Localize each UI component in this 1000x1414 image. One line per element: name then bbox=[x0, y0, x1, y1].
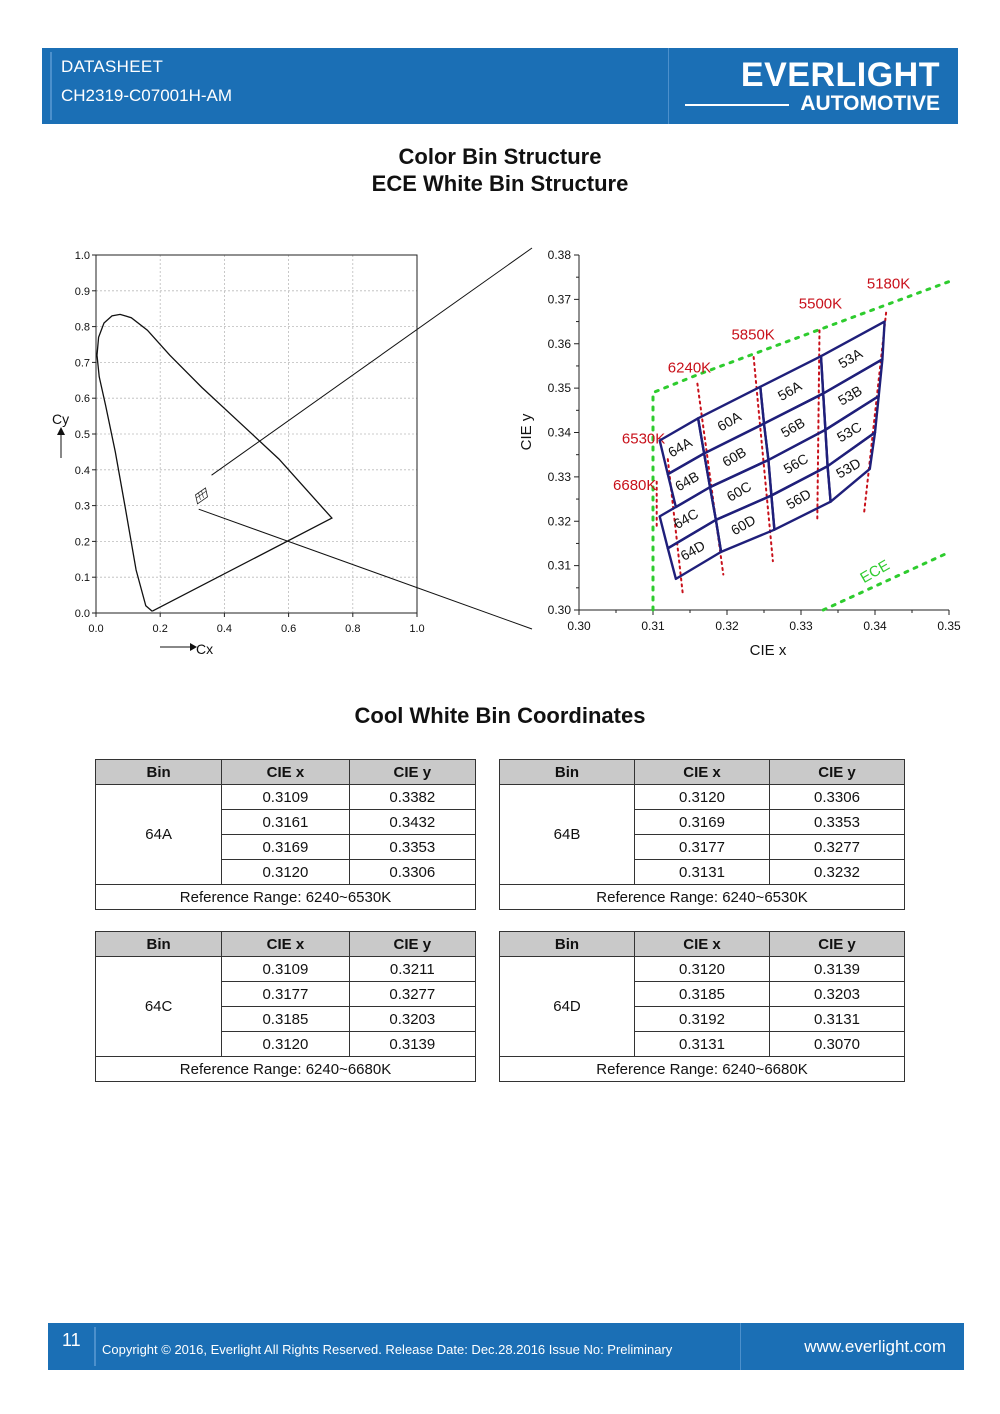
page-title: Color Bin Structure bbox=[398, 144, 602, 169]
x-tick-label: 0.8 bbox=[345, 623, 361, 635]
y-tick-label: 0.38 bbox=[547, 248, 571, 262]
cie-y-value: 0.3232 bbox=[770, 860, 905, 885]
y-tick-label: 1.0 bbox=[74, 250, 90, 262]
header-cie-x: CIE x bbox=[222, 932, 349, 957]
x-tick-label: 0.0 bbox=[88, 623, 104, 635]
cie-y-value: 0.3382 bbox=[349, 785, 475, 810]
cct-label: 5850K bbox=[731, 326, 775, 344]
bin-label: 53C bbox=[834, 418, 865, 446]
x-tick-label: 0.6 bbox=[280, 623, 297, 635]
reference-range: Reference Range: 6240~6530K bbox=[96, 885, 476, 910]
cie-y-value: 0.3203 bbox=[349, 1007, 475, 1032]
y-tick-label: 0.37 bbox=[547, 292, 571, 307]
x-axis-label: CIE x bbox=[749, 642, 787, 659]
table-row bbox=[96, 957, 476, 982]
cie-x-value: 0.3177 bbox=[222, 982, 349, 1007]
header-cie-x: CIE x bbox=[635, 760, 770, 785]
cie-y-value: 0.3131 bbox=[770, 1007, 905, 1032]
brand-rule bbox=[685, 104, 789, 106]
cie-y-value: 0.3353 bbox=[349, 835, 475, 860]
bin-label: 64A bbox=[665, 434, 695, 461]
bin-label: 60B bbox=[719, 443, 749, 470]
cie-x-value: 0.3169 bbox=[635, 810, 770, 835]
y-tick-label: 0.31 bbox=[547, 558, 571, 573]
header-banner bbox=[42, 48, 958, 124]
bin-label: 64D bbox=[677, 537, 708, 564]
y-axis-label: CIE y bbox=[518, 413, 535, 451]
cie-x-value: 0.3192 bbox=[635, 1007, 770, 1032]
y-tick-label: 0.8 bbox=[74, 321, 90, 334]
y-axis-label: Cy bbox=[52, 411, 70, 427]
bin-name: 64A bbox=[96, 785, 222, 885]
bin-label: 60C bbox=[723, 477, 755, 505]
bin-label: 60A bbox=[714, 408, 744, 435]
table-row bbox=[96, 785, 476, 810]
cie-x-value: 0.3109 bbox=[222, 957, 349, 982]
y-tick-label: 0.6 bbox=[74, 393, 90, 406]
cie-x-value: 0.3120 bbox=[635, 957, 770, 982]
bin-label: 53B bbox=[835, 382, 865, 409]
cct-label: 6240K bbox=[667, 359, 712, 377]
bin-table-64d bbox=[499, 931, 905, 1082]
header-cie-y: CIE y bbox=[770, 932, 905, 957]
cie-x-value: 0.3185 bbox=[635, 982, 770, 1007]
bin-label: 53D bbox=[833, 454, 864, 482]
bin-table-64a bbox=[95, 759, 476, 910]
y-tick-label: 0.0 bbox=[74, 608, 90, 620]
coords-title: Cool White Bin Coordinates bbox=[354, 703, 646, 728]
y-tick-label: 0.7 bbox=[74, 357, 90, 370]
bin-label: 56A bbox=[774, 377, 805, 404]
bin-table-64b bbox=[499, 759, 905, 910]
bin-name: 64C bbox=[96, 957, 222, 1057]
bin-label: 56C bbox=[780, 450, 811, 477]
x-tick-label: 1.0 bbox=[409, 623, 425, 635]
table-row bbox=[500, 957, 905, 982]
brand-logo: EVERLIGHT bbox=[740, 56, 940, 94]
header-cie-y: CIE y bbox=[349, 932, 475, 957]
cie-x-value: 0.3177 bbox=[635, 835, 770, 860]
page-number: 11 bbox=[62, 1330, 81, 1350]
header-cie-y: CIE y bbox=[770, 760, 905, 785]
cie-y-value: 0.3211 bbox=[349, 957, 475, 982]
cie-y-value: 0.3353 bbox=[770, 810, 905, 835]
website-link[interactable]: www.everlight.com bbox=[804, 1337, 946, 1356]
cie-y-value: 0.3203 bbox=[770, 982, 905, 1007]
header-divider-right bbox=[668, 48, 669, 124]
header-bin: Bin bbox=[96, 932, 222, 957]
zoom-line-top bbox=[212, 248, 532, 475]
cie-x-value: 0.3120 bbox=[222, 860, 349, 885]
y-tick-label: 0.33 bbox=[547, 469, 571, 484]
x-tick-label: 0.35 bbox=[937, 619, 961, 633]
part-number: CH2319-C07001H-AM bbox=[61, 86, 233, 105]
cie-x-value: 0.3109 bbox=[222, 785, 349, 810]
y-tick-label: 0.3 bbox=[74, 500, 90, 513]
spectral-locus-line bbox=[97, 314, 332, 611]
bin-label: 53A bbox=[835, 345, 866, 372]
header-bin: Bin bbox=[500, 760, 635, 785]
bin-name: 64B bbox=[500, 785, 635, 885]
cie-y-value: 0.3139 bbox=[770, 957, 905, 982]
y-tick-label: 0.4 bbox=[74, 464, 90, 477]
cie-y-value: 0.3277 bbox=[770, 835, 905, 860]
cct-label: 6680K bbox=[613, 477, 657, 495]
cie-y-value: 0.3306 bbox=[770, 785, 905, 810]
y-tick-label: 0.2 bbox=[74, 536, 90, 549]
bin-label: 56D bbox=[783, 485, 814, 513]
x-tick-label: 0.4 bbox=[216, 623, 233, 635]
cie-x-value: 0.3120 bbox=[222, 1032, 349, 1057]
cie-y-value: 0.3139 bbox=[349, 1032, 475, 1057]
cie-diagram-chart bbox=[40, 236, 540, 666]
footer-banner bbox=[48, 1323, 964, 1370]
footer-divider-right bbox=[740, 1323, 741, 1370]
bin-label: 56B bbox=[777, 414, 808, 441]
cie-x-value: 0.3185 bbox=[222, 1007, 349, 1032]
copyright-text: Copyright © 2016, Everlight All Rights Reserved. Release Date: Dec.28.2016 Issue No: Preliminary bbox=[102, 1342, 673, 1357]
bin-label: 64C bbox=[670, 505, 701, 532]
bin-region-marker bbox=[196, 488, 208, 504]
y-axis-arrowhead bbox=[57, 427, 65, 435]
header-bin: Bin bbox=[96, 760, 222, 785]
ece-boundary-line bbox=[653, 282, 949, 610]
x-tick-label: 0.33 bbox=[789, 619, 813, 633]
page-subtitle: ECE White Bin Structure bbox=[371, 171, 629, 196]
header-cie-x: CIE x bbox=[635, 932, 770, 957]
reference-range: Reference Range: 6240~6680K bbox=[500, 1057, 905, 1082]
header-divider bbox=[50, 52, 52, 120]
y-tick-label: 0.1 bbox=[74, 572, 90, 585]
cie-x-value: 0.3131 bbox=[635, 1032, 770, 1057]
cie-y-value: 0.3070 bbox=[770, 1032, 905, 1057]
brand-subtitle: AUTOMOTIVE bbox=[800, 92, 940, 115]
bin-label: 64B bbox=[672, 467, 702, 495]
x-tick-label: 0.31 bbox=[641, 619, 665, 633]
cct-label: 5500K bbox=[798, 295, 843, 313]
reference-range: Reference Range: 6240~6680K bbox=[96, 1057, 476, 1082]
cie-x-value: 0.3131 bbox=[635, 860, 770, 885]
header-cie-x: CIE x bbox=[222, 760, 349, 785]
y-tick-label: 0.35 bbox=[547, 381, 571, 396]
cct-label: 6530K bbox=[621, 430, 666, 448]
y-tick-label: 0.36 bbox=[547, 336, 571, 351]
x-axis-label: Cx bbox=[196, 641, 214, 657]
header-bin: Bin bbox=[500, 932, 635, 957]
x-tick-label: 0.32 bbox=[715, 619, 739, 633]
header-cie-y: CIE y bbox=[349, 760, 475, 785]
bin-table-64c bbox=[95, 931, 476, 1082]
cie-x-value: 0.3161 bbox=[222, 810, 349, 835]
cie-y-value: 0.3306 bbox=[349, 860, 475, 885]
zoom-line-bottom bbox=[199, 509, 532, 629]
y-tick-label: 0.9 bbox=[74, 285, 90, 298]
cct-label: 5180K bbox=[866, 275, 911, 293]
bin-label: 60D bbox=[728, 511, 759, 539]
y-tick-label: 0.30 bbox=[547, 603, 571, 617]
doc-type: DATASHEET bbox=[61, 57, 164, 76]
y-tick-label: 0.34 bbox=[547, 425, 571, 440]
cie-x-value: 0.3120 bbox=[635, 785, 770, 810]
x-tick-label: 0.30 bbox=[567, 619, 591, 633]
table-row bbox=[500, 785, 905, 810]
reference-range: Reference Range: 6240~6530K bbox=[500, 885, 905, 910]
bin-name: 64D bbox=[500, 957, 635, 1057]
x-tick-label: 0.34 bbox=[863, 619, 887, 633]
cie-x-value: 0.3169 bbox=[222, 835, 349, 860]
y-tick-label: 0.5 bbox=[74, 429, 90, 441]
footer-divider bbox=[94, 1327, 96, 1366]
cie-y-value: 0.3432 bbox=[349, 810, 475, 835]
y-tick-label: 0.32 bbox=[547, 514, 571, 529]
cie-y-value: 0.3277 bbox=[349, 982, 475, 1007]
x-tick-label: 0.2 bbox=[152, 623, 168, 635]
ece-label: ECE bbox=[857, 556, 893, 587]
ece-bin-chart bbox=[510, 236, 980, 666]
